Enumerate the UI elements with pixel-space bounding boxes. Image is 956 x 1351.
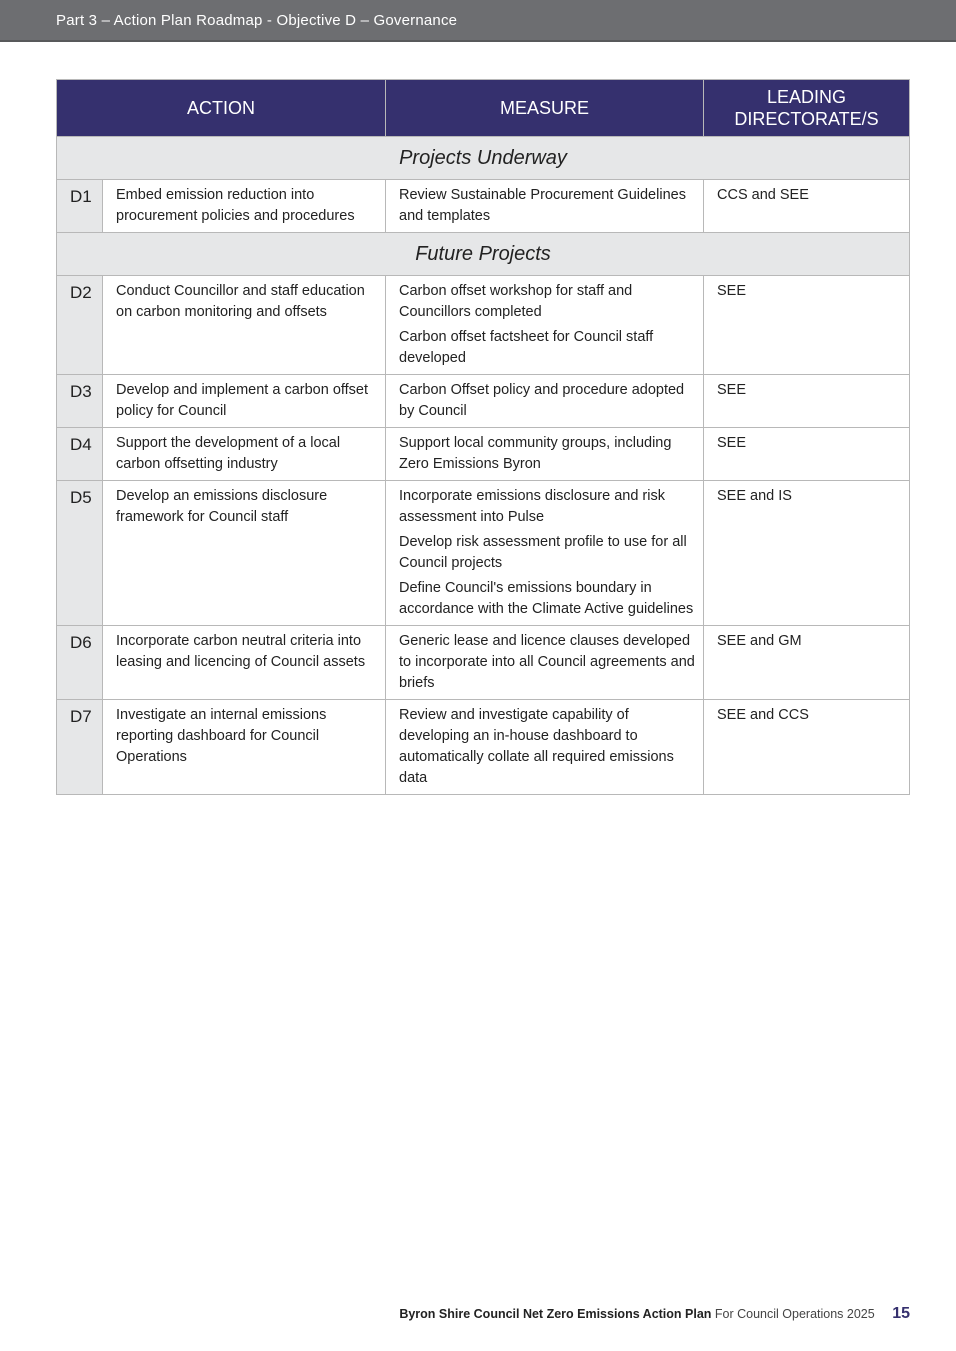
action-code: D1 bbox=[57, 180, 103, 233]
table-header-row bbox=[57, 80, 910, 137]
measure-text: Develop risk assessment profile to use for all Council projects bbox=[399, 534, 687, 571]
directorate-text: SEE and CCS bbox=[704, 700, 910, 795]
table-row bbox=[57, 481, 910, 626]
column-header-directorate: LEADING DIRECTORATE/S bbox=[704, 80, 910, 137]
section-row bbox=[57, 233, 910, 276]
section-title: Projects Underway bbox=[57, 137, 910, 180]
measure-text: Define Council's emissions boundary in accordance with the Climate Active guidelines bbox=[399, 580, 694, 617]
measure-cell bbox=[386, 700, 704, 795]
measure-text: Support local community groups, including Zero Emissions Byron bbox=[399, 435, 672, 472]
measure-cell bbox=[386, 428, 704, 481]
section-header-title: Part 3 – Action Plan Roadmap - Objective D – Governance bbox=[56, 12, 458, 29]
measure-text: Generic lease and licence clauses developed to incorporate into all Council agreements and briefs bbox=[399, 633, 695, 691]
footer-document-subtitle: For Council Operations 2025 bbox=[714, 1307, 875, 1321]
table-row bbox=[57, 700, 910, 795]
directorate-text: SEE bbox=[704, 375, 910, 428]
page-footer bbox=[399, 1305, 910, 1323]
directorate-text: SEE and GM bbox=[704, 626, 910, 700]
table-body bbox=[57, 137, 910, 795]
measure-text: Carbon offset workshop for staff and Councillors completed bbox=[399, 283, 633, 320]
table-row bbox=[57, 180, 910, 233]
action-text: Support the development of a local carbon offsetting industry bbox=[103, 428, 386, 481]
section-title: Future Projects bbox=[57, 233, 910, 276]
action-code: D2 bbox=[57, 276, 103, 375]
table-row bbox=[57, 276, 910, 375]
action-code: D7 bbox=[57, 700, 103, 795]
section-header-bar bbox=[0, 0, 956, 42]
measure-text: Carbon offset factsheet for Council staff developed bbox=[399, 329, 654, 366]
action-code: D3 bbox=[57, 375, 103, 428]
footer-document-title: Byron Shire Council Net Zero Emissions Action Plan bbox=[399, 1307, 712, 1321]
action-text: Conduct Councillor and staff education on carbon monitoring and offsets bbox=[103, 276, 386, 375]
measure-cell bbox=[386, 481, 704, 626]
table-row bbox=[57, 375, 910, 428]
measure-cell bbox=[386, 626, 704, 700]
action-text: Embed emission reduction into procurement policies and procedures bbox=[103, 180, 386, 233]
action-text: Investigate an internal emissions reporting dashboard for Council Operations bbox=[103, 700, 386, 795]
section-row bbox=[57, 137, 910, 180]
measure-cell bbox=[386, 375, 704, 428]
action-plan-table bbox=[56, 79, 910, 795]
page-number: 15 bbox=[892, 1305, 910, 1322]
table-row bbox=[57, 428, 910, 481]
action-text: Develop an emissions disclosure framework for Council staff bbox=[103, 481, 386, 626]
action-text: Incorporate carbon neutral criteria into leasing and licencing of Council assets bbox=[103, 626, 386, 700]
table-row bbox=[57, 626, 910, 700]
column-header-action: ACTION bbox=[57, 80, 386, 137]
action-code: D6 bbox=[57, 626, 103, 700]
directorate-text: CCS and SEE bbox=[704, 180, 910, 233]
measure-text: Review Sustainable Procurement Guidelines and templates bbox=[399, 187, 686, 224]
directorate-text: SEE and IS bbox=[704, 481, 910, 626]
measure-text: Incorporate emissions disclosure and risk assessment into Pulse bbox=[399, 488, 665, 525]
measure-text: Carbon Offset policy and procedure adopted by Council bbox=[399, 382, 685, 419]
measure-text: Review and investigate capability of developing an in-house dashboard to automatically collate all required emissions data bbox=[399, 707, 674, 786]
directorate-text: SEE bbox=[704, 276, 910, 375]
action-text: Develop and implement a carbon offset policy for Council bbox=[103, 375, 386, 428]
column-header-measure: MEASURE bbox=[386, 80, 704, 137]
directorate-text: SEE bbox=[704, 428, 910, 481]
measure-cell bbox=[386, 276, 704, 375]
action-code: D5 bbox=[57, 481, 103, 626]
measure-cell bbox=[386, 180, 704, 233]
action-code: D4 bbox=[57, 428, 103, 481]
